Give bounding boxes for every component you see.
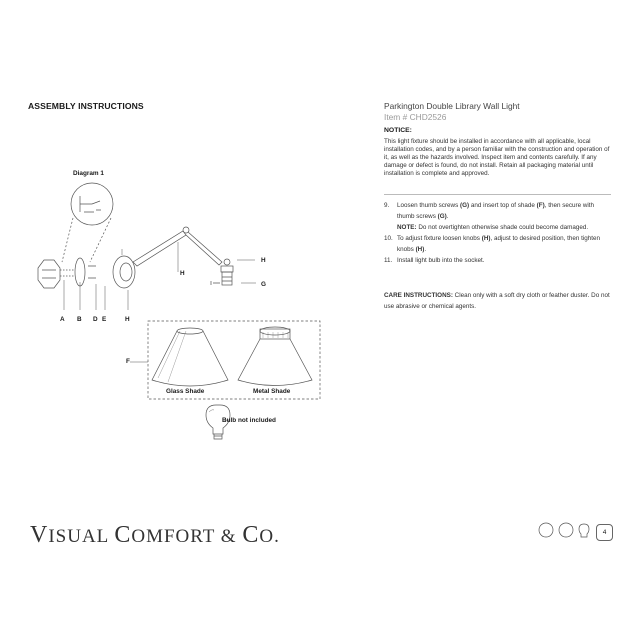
glass-shade-label: Glass Shade — [166, 388, 205, 395]
step-10: 10. To adjust fixture loosen knobs (H), adjust to desired position, then tighten knobs (H). — [384, 235, 601, 253]
part-label-e: E — [102, 316, 107, 323]
care-text: Clean only with a soft dry cloth or feather duster. Do not use abrasive or chemical agents. — [384, 292, 610, 310]
part-label-h-knob: H — [261, 257, 266, 264]
step-11: 11. Install light bulb into the socket. — [384, 257, 485, 264]
detail-inset-bracket — [80, 196, 101, 212]
part-label-d: D — [93, 316, 98, 323]
step-9: 9. Loosen thumb screws (G) and insert top of shade (F), then secure with thumb screws (G). — [384, 202, 595, 220]
socket — [221, 266, 233, 272]
eco-icon — [559, 523, 573, 537]
diagram-title: Diagram 1 — [73, 170, 104, 177]
notice-body: This light fixture should be installed in accordance with all applicable, local installation codes, and by a person familiar with the construction and operation of it, as well as the hazards involved. Inspect item and contents carefully. If any damage or defect is found, do not install. Retain all packaging material until installation is complete and approved. — [384, 138, 610, 177]
part-label-b: B — [77, 316, 82, 323]
bulb-icon — [579, 524, 589, 537]
wall-box — [38, 260, 60, 288]
part-label-a: A — [60, 316, 65, 323]
product-title: Parkington Double Library Wall Light — [384, 101, 520, 111]
mounting-plate — [75, 258, 85, 286]
bulb-label: Bulb not included — [222, 417, 276, 424]
step-note: NOTE: Do not overtighten otherwise shade could become damaged. — [397, 224, 589, 231]
part-label-h-canopy: H — [125, 316, 130, 323]
item-number: Item # CHD2526 — [384, 112, 447, 122]
metal-shade-label: Metal Shade — [253, 388, 291, 395]
section-heading: ASSEMBLY INSTRUCTIONS — [28, 101, 144, 111]
part-label-h-arm: H — [180, 270, 185, 277]
certification-icon — [539, 523, 553, 537]
part-label-g: G — [261, 281, 266, 288]
glass-shade — [152, 331, 228, 386]
care-label: CARE INSTRUCTIONS: — [384, 292, 453, 299]
metal-shade — [238, 339, 312, 386]
part-label-f: F — [126, 358, 130, 365]
page-number: 4 — [596, 524, 613, 541]
notice-title: NOTICE: — [384, 127, 412, 134]
brand-logo: VISUAL COMFORT & CO. — [30, 522, 280, 548]
